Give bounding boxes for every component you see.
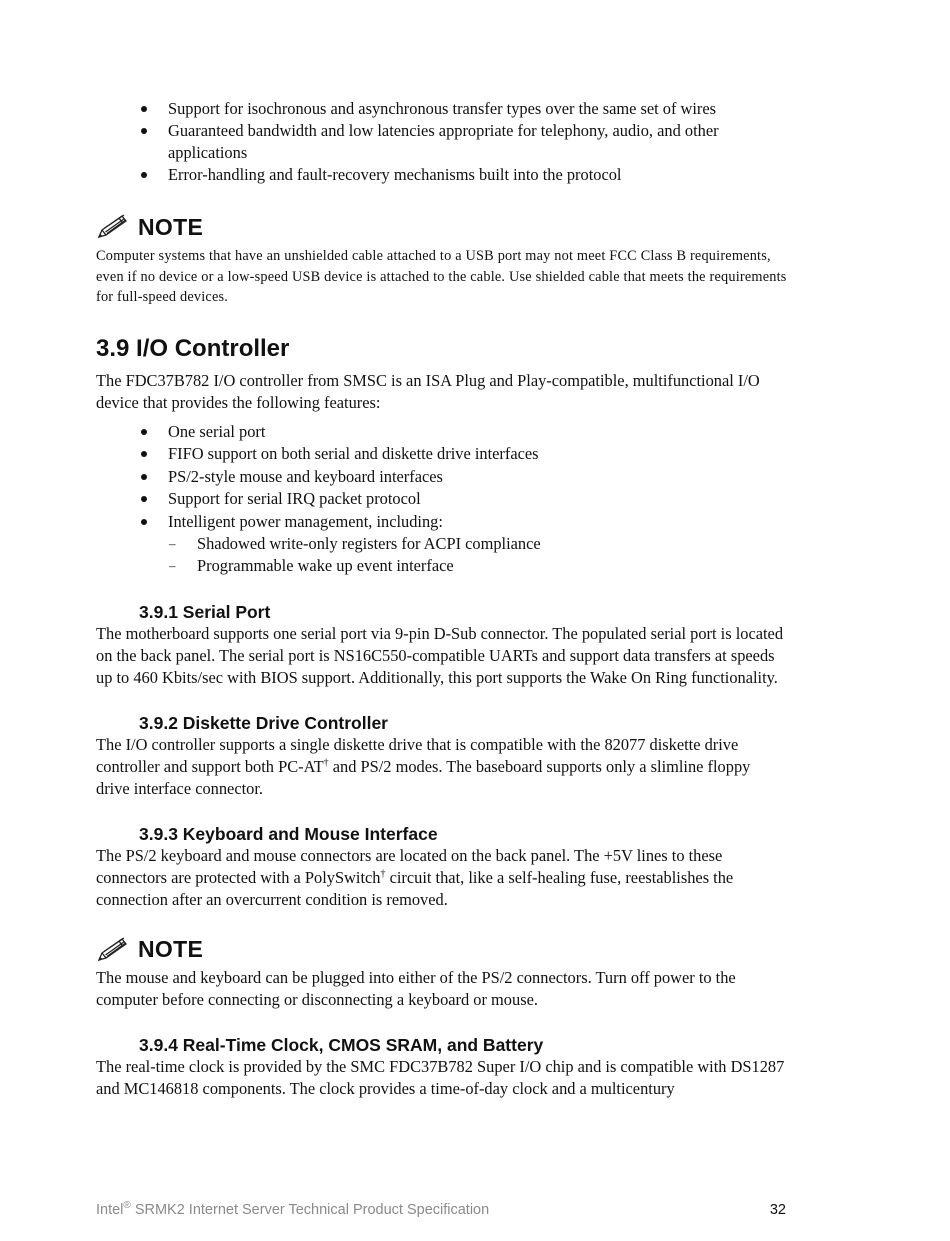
io-feature-list xyxy=(96,421,788,533)
list-item: One serial port xyxy=(96,421,788,443)
section-intro: The FDC37B782 I/O controller from SMSC is an ISA Plug and Play-compatible, multifunctional I/O device that provides the following features: xyxy=(96,370,760,412)
list-item: Error-handling and fault-recovery mechanisms built into the protocol xyxy=(96,164,788,186)
note-title: NOTE xyxy=(138,213,204,240)
list-item: Intelligent power management, including: xyxy=(96,511,788,533)
section-heading: 3.9 I/O Controller xyxy=(96,334,290,362)
subsection-heading: 3.9.1 Serial Port xyxy=(139,601,271,622)
bullet-icon xyxy=(141,172,147,178)
list-item: Guaranteed bandwidth and low latencies appropriate for telephony, audio, and other applications xyxy=(96,120,788,164)
serial-port-text: The motherboard supports one serial port via 9-pin D-Sub connector. The populated serial port is located on the back panel. The serial port is NS16C550-compatible UARTs and support data transfers at speeds up to 460 Kbits/sec with BIOS support. Additionally, this port supports the Wake On Ring functionality. xyxy=(96,623,784,687)
subsection-heading: 3.9.2 Diskette Drive Controller xyxy=(139,712,388,733)
power-sub-list xyxy=(96,533,788,577)
bullet-icon xyxy=(141,451,147,457)
dash-icon: – xyxy=(169,535,176,551)
sub-list-item: – Programmable wake up event interface xyxy=(169,555,454,575)
usb-feature-list xyxy=(96,98,788,186)
note-text: The mouse and keyboard can be plugged into either of the PS/2 connectors. Turn off power to the computer before connecting or disconnecting a keyboard or mouse. xyxy=(96,967,736,1009)
note-keyboard xyxy=(96,933,788,1011)
note-usb xyxy=(96,210,788,308)
list-item: Support for serial IRQ packet protocol xyxy=(96,488,788,510)
page-footer xyxy=(96,1202,788,1218)
bullet-icon xyxy=(141,474,147,480)
sub-list-item: – Shadowed write-only registers for ACPI compliance xyxy=(169,533,541,553)
dash-icon: – xyxy=(169,557,176,573)
note-text: Computer systems that have an unshielded cable attached to a USB port may not meet FCC Class B requirements, even if no device or a low-speed USB device is attached to the cable. Use shielded cable that meets the requirements for full-speed devices. xyxy=(96,248,787,305)
list-item: Support for isochronous and asynchronous transfer types over the same set of wires xyxy=(96,98,788,120)
pencil-icon xyxy=(96,213,130,241)
note-title: NOTE xyxy=(138,936,204,963)
diskette-text: The I/O controller supports a single diskette drive that is compatible with the 82077 diskette drive controller and support both PC-AT† and PS/2 modes. The baseboard supports only a slimline floppy drive interface connector. xyxy=(96,734,751,798)
footer-title: Intel® SRMK2 Internet Server Technical Product Specification xyxy=(96,1200,490,1218)
subsection-heading: 3.9.3 Keyboard and Mouse Interface xyxy=(139,823,438,844)
bullet-icon xyxy=(141,519,147,525)
rtc-text: The real-time clock is provided by the SMC FDC37B782 Super I/O chip and is compatible with DS1287 and MC146818 components. The clock provides a time-of-day clock and a multicentury xyxy=(96,1056,785,1098)
bullet-icon xyxy=(141,106,147,112)
list-item: PS/2-style mouse and keyboard interfaces xyxy=(96,466,788,488)
page-number: 32 xyxy=(769,1202,786,1218)
bullet-icon xyxy=(141,429,147,435)
list-item: FIFO support on both serial and diskette drive interfaces xyxy=(96,443,788,465)
subsection-heading: 3.9.4 Real-Time Clock, CMOS SRAM, and Battery xyxy=(139,1034,544,1055)
bullet-icon xyxy=(141,496,147,502)
bullet-icon xyxy=(141,128,147,134)
document-page xyxy=(96,98,788,1100)
keyboard-mouse-text: The PS/2 keyboard and mouse connectors are located on the back panel. The +5V lines to these connectors are protected with a PolySwitch† circuit that, like a self-healing fuse, reestablishes the connection after an overcurrent condition is removed. xyxy=(96,845,734,909)
pencil-icon xyxy=(96,936,130,964)
